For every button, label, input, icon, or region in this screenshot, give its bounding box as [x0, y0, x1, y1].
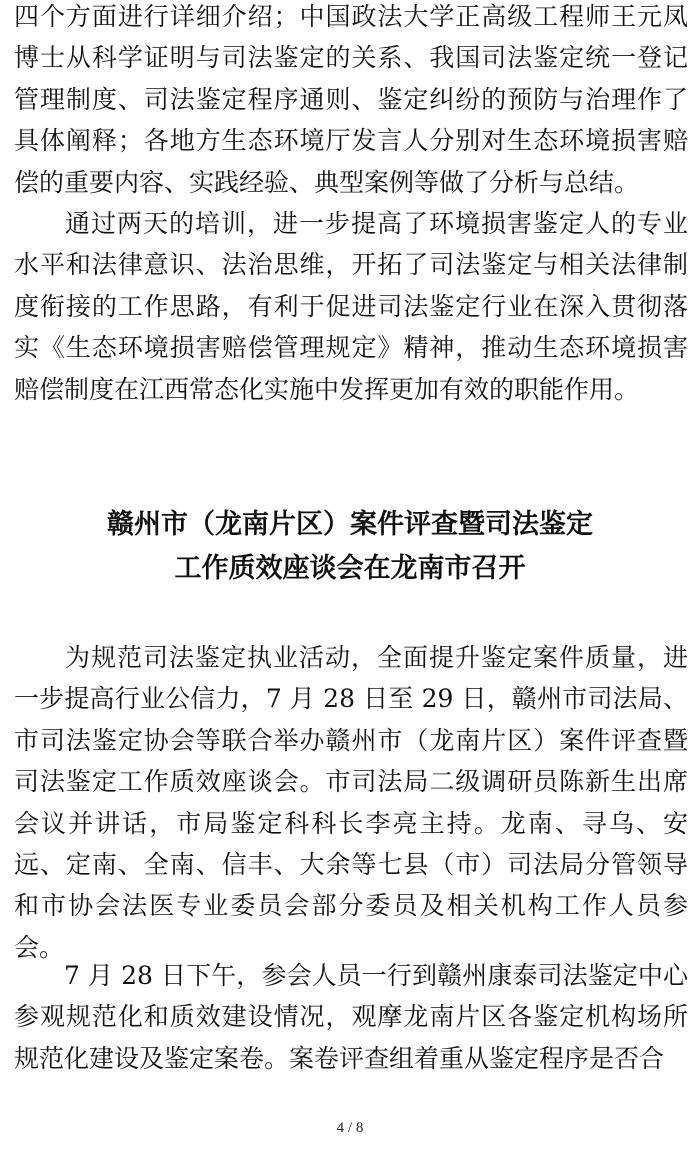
paragraph-meeting-intro: [14, 637, 688, 968]
paragraph-site-visit: [14, 955, 688, 1079]
paragraph-training-summary: [14, 203, 688, 410]
paragraph-text: 为规范司法鉴定执业活动，全面提升鉴定案件质量，进一步提高行业公信力，7 月 28 日至 29 日，赣州市司法局、市司法鉴定协会等联合举办赣州市（龙南片区）案件评查暨司法鉴定工作质效座谈会。市司法局二级调研员陈新生出席会议并讲话，市局鉴定科科长李亮主持。龙南、寻乌、安远、定南、全南、信丰、大余等七县（市）司法局分管领导和市协会法医专业委员会部分委员及相关机构工作人员参会。: [14, 643, 688, 962]
paragraph-text: 7 月 28 日下午，参会人员一行到赣州康泰司法鉴定中心参观规范化和质效建设情况，观摩龙南片区各鉴定机构场所规范化建设及鉴定案卷。案卷评查组着重从鉴定程序是否合: [14, 961, 688, 1073]
paragraph-text: 通过两天的培训，进一步提高了环境损害鉴定人的专业水平和法律意识、法治思维，开拓了司法鉴定与相关法律制度衔接的工作思路，有利于促进司法鉴定行业在深入贯彻落实《生态环境损害赔偿管理规定》精神，推动生态环境损害赔偿制度在江西常态化实施中发挥更加有效的职能作用。: [14, 209, 688, 404]
paragraph-text: 四个方面进行详细介绍；中国政法大学正高级工程师王元凤博士从科学证明与司法鉴定的关系、我国司法鉴定统一登记管理制度、司法鉴定程序通则、鉴定纠纷的预防与治理作了具体阐释；各地方生态环境厅发言人分别对生态环境损害赔偿的重要内容、实践经验、典型案例等做了分析与总结。: [14, 2, 688, 197]
page-number: 4 / 8: [336, 1120, 364, 1136]
paragraph-training-speakers: [14, 0, 688, 203]
article-heading-line-1: 赣州市（龙南片区）案件评查暨司法鉴定: [107, 509, 593, 540]
article-heading-line-2: 工作质效座谈会在龙南市召开: [174, 553, 526, 584]
